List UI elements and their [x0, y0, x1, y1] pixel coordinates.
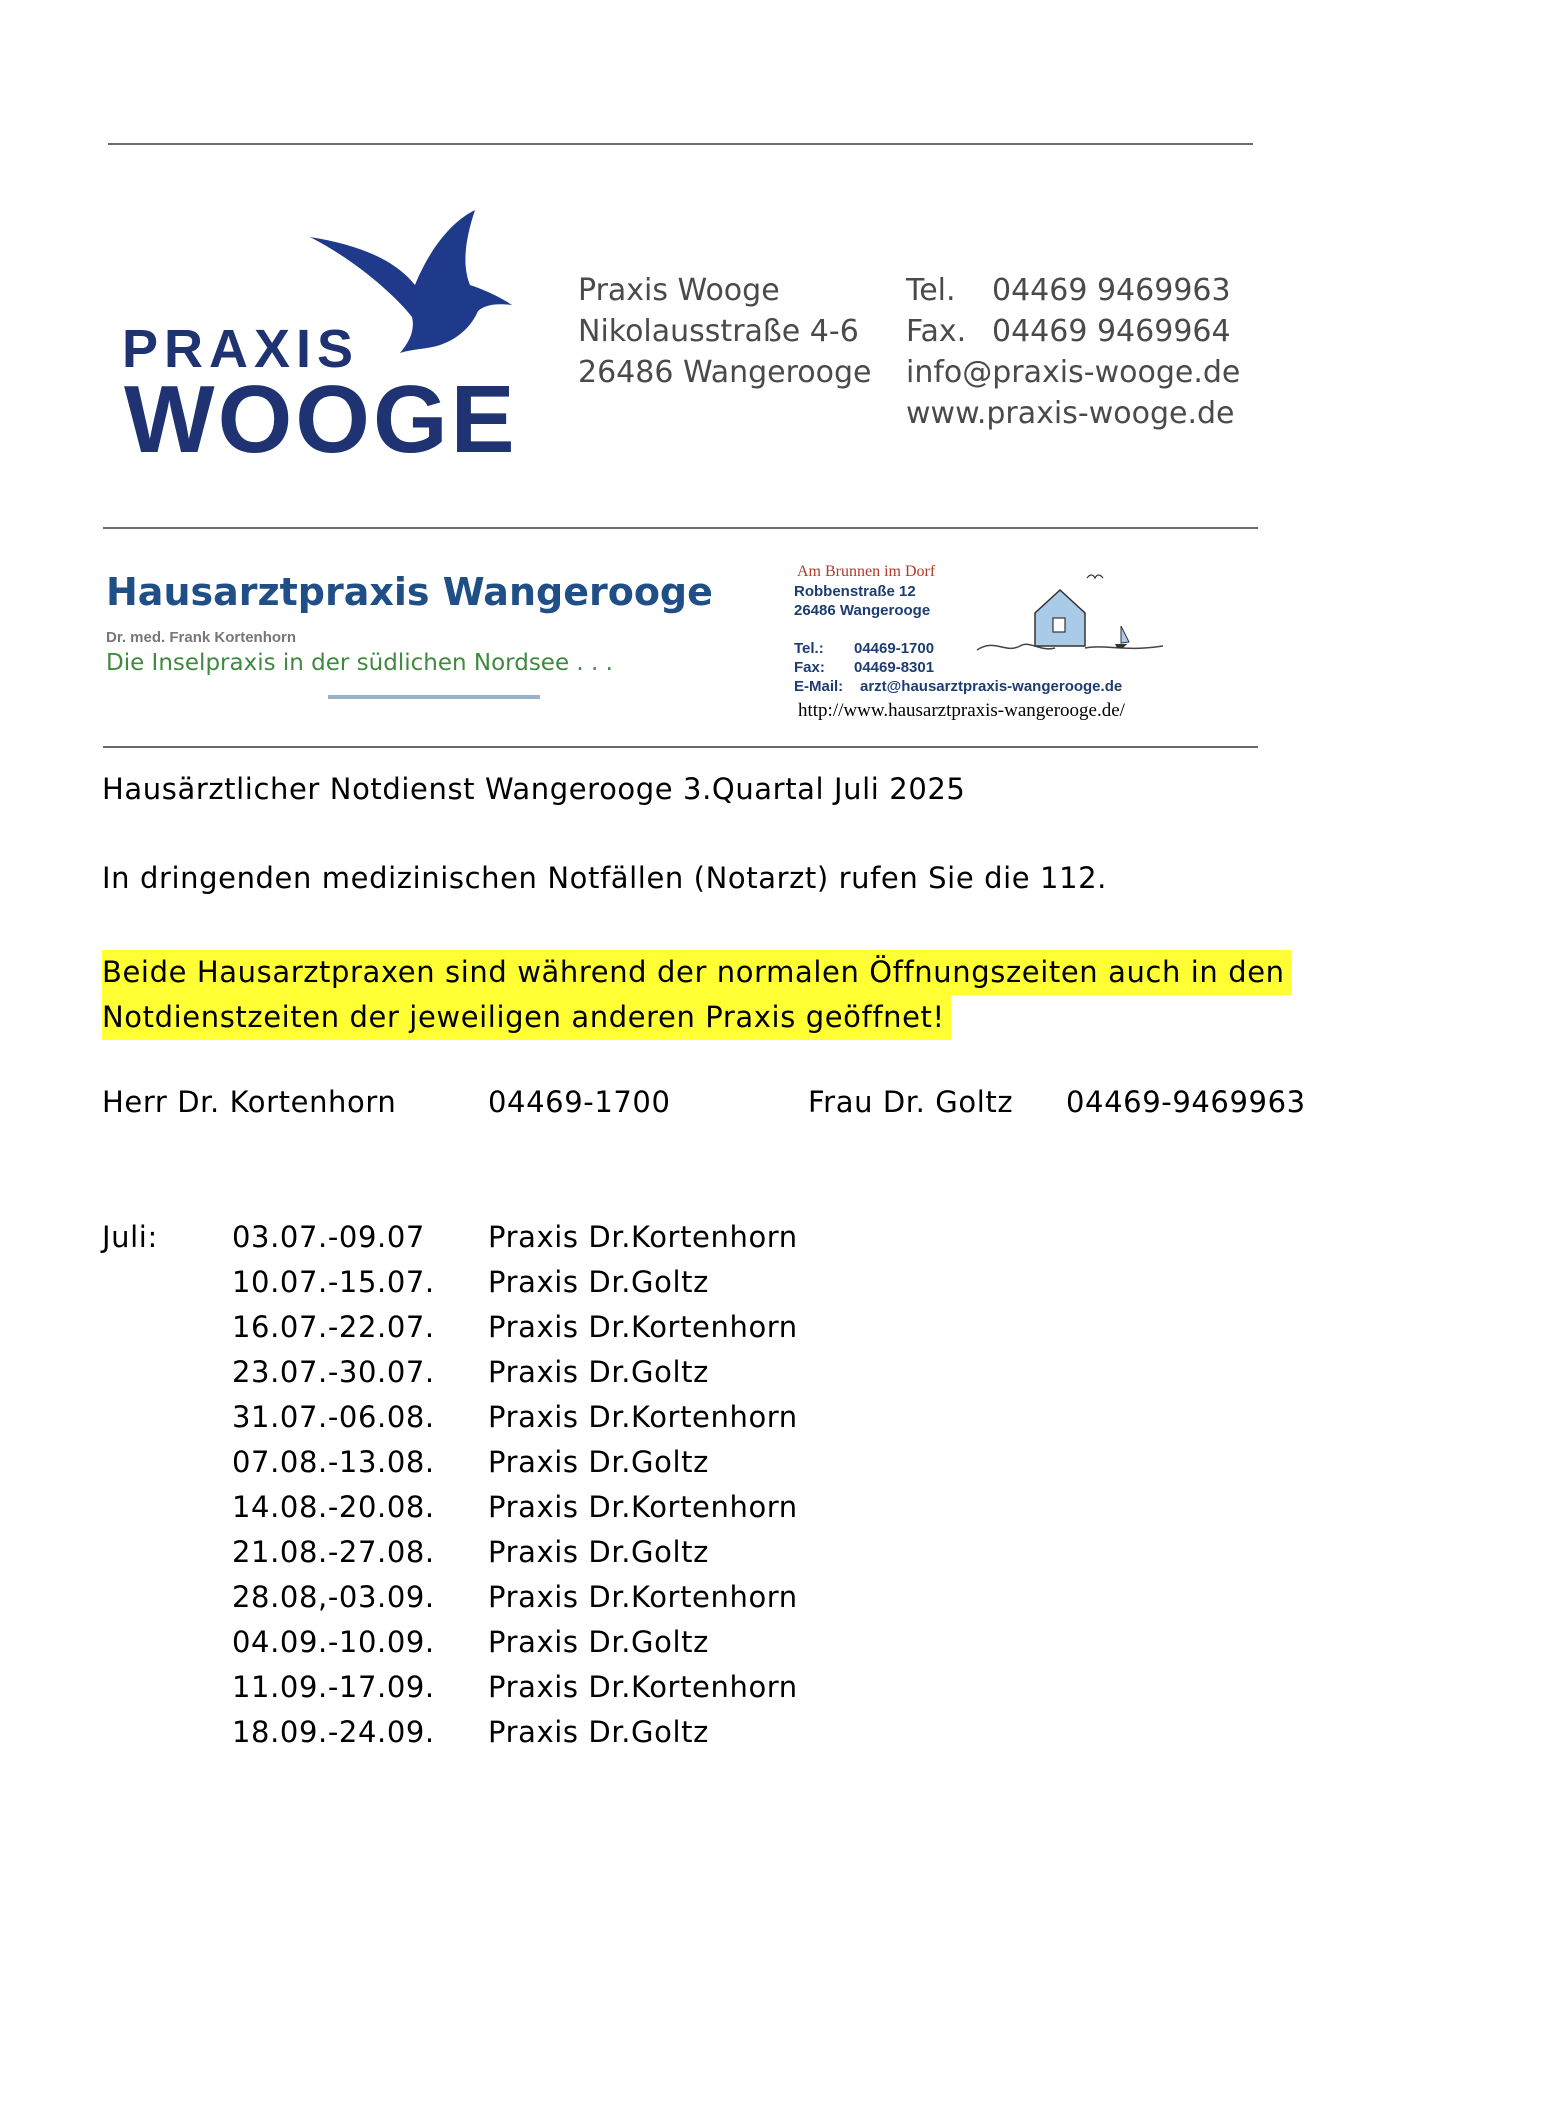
highlighted-line: Beide Hausarztpraxen sind während der normalen Öffnungszeiten auch in den — [102, 950, 1291, 995]
schedule-practice: Praxis Dr.Kortenhorn — [488, 1310, 798, 1344]
schedule-dates: 10.07.-15.07. — [232, 1265, 435, 1299]
schedule-practice: Praxis Dr.Kortenhorn — [488, 1400, 798, 1434]
hausarzt-address — [794, 582, 930, 620]
schedule-dates: 28.08,-03.09. — [232, 1580, 435, 1614]
month-label: Juli: — [102, 1220, 158, 1254]
wooge-fax-label: Fax. — [906, 314, 967, 349]
doctor2-phone: 04469-9469963 — [1066, 1085, 1306, 1119]
hausarzt-fax: 04469-8301 — [854, 659, 935, 676]
schedule-practice: Praxis Dr.Goltz — [488, 1265, 709, 1299]
schedule-practice: Praxis Dr.Kortenhorn — [488, 1490, 798, 1524]
schedule-list — [232, 1220, 932, 1780]
schedule-dates: 16.07.-22.07. — [232, 1310, 435, 1344]
wooge-contact — [906, 270, 1240, 434]
content-divider — [103, 746, 1258, 748]
top-divider — [108, 143, 1253, 145]
wooge-logo-praxis: PRAXIS — [122, 319, 360, 379]
hausarzt-fax-label: Fax: — [794, 659, 825, 676]
hausarzt-email-label: E-Mail: — [794, 678, 844, 695]
wooge-tel-label: Tel. — [906, 273, 956, 308]
wooge-address-line: Nikolausstraße 4-6 — [578, 314, 859, 349]
schedule-practice: Praxis Dr.Goltz — [488, 1625, 709, 1659]
schedule-practice: Praxis Dr.Kortenhorn — [488, 1220, 798, 1254]
schedule-dates: 04.09.-10.09. — [232, 1625, 435, 1659]
house-sketch-icon — [975, 568, 1165, 658]
schedule-practice: Praxis Dr.Goltz — [488, 1715, 709, 1749]
schedule-practice: Praxis Dr.Kortenhorn — [488, 1670, 798, 1704]
hausarzt-street: Robbenstraße 12 — [794, 583, 916, 600]
hausarzt-doctor: Dr. med. Frank Kortenhorn — [106, 629, 297, 646]
wooge-logo-wooge: WOOGE — [124, 366, 518, 473]
hausarzt-title: Hausarztpraxis Wangerooge — [106, 570, 713, 614]
hausarzt-city: 26486 Wangerooge — [794, 602, 931, 619]
wooge-tel: 04469 9469963 — [992, 273, 1231, 308]
schedule-practice: Praxis Dr.Goltz — [488, 1355, 709, 1389]
schedule-dates: 11.09.-17.09. — [232, 1670, 435, 1704]
schedule-dates: 03.07.-09.07 — [232, 1220, 425, 1254]
schedule-dates: 21.08.-27.08. — [232, 1535, 435, 1569]
notice-heading: Hausärztlicher Notdienst Wangerooge 3.Quartal Juli 2025 — [102, 772, 966, 806]
schedule-practice: Praxis Dr.Kortenhorn — [488, 1580, 798, 1614]
hausarzt-email: arzt@hausarztpraxis-wangerooge.de — [860, 678, 1123, 695]
banner-divider — [103, 527, 1258, 529]
hausarzt-tagline: Die Inselpraxis in der südlichen Nordsee . . . — [106, 650, 613, 676]
wooge-address-line: Praxis Wooge — [578, 273, 780, 308]
doctor2-name: Frau Dr. Goltz — [808, 1085, 1014, 1119]
wooge-web: www.praxis-wooge.de — [906, 396, 1235, 431]
emergency-notice: In dringenden medizinischen Notfällen (Notarzt) rufen Sie die 112. — [102, 861, 1107, 895]
hausarzt-tel: 04469-1700 — [854, 640, 935, 657]
schedule-practice: Praxis Dr.Goltz — [488, 1535, 709, 1569]
wooge-address — [578, 270, 872, 393]
schedule-dates: 31.07.-06.08. — [232, 1400, 435, 1434]
schedule-dates: 14.08.-20.08. — [232, 1490, 435, 1524]
wooge-email: info@praxis-wooge.de — [906, 355, 1241, 390]
wooge-fax: 04469 9469964 — [992, 314, 1231, 349]
schedule-dates: 07.08.-13.08. — [232, 1445, 435, 1479]
schedule-practice: Praxis Dr.Goltz — [488, 1445, 709, 1479]
doctor1-phone: 04469-1700 — [488, 1085, 671, 1119]
hausarzt-url[interactable]: http://www.hausarztpraxis-wangerooge.de/ — [798, 700, 1125, 721]
hausarzt-tel-label: Tel.: — [794, 640, 824, 657]
wooge-address-line: 26486 Wangerooge — [578, 355, 872, 390]
schedule-dates: 23.07.-30.07. — [232, 1355, 435, 1389]
schedule-dates: 18.09.-24.09. — [232, 1715, 435, 1749]
hausarzt-brunnen: Am Brunnen im Dorf — [797, 563, 936, 580]
highlighted-line: Notdienstzeiten der jeweiligen anderen Praxis geöffnet! — [102, 995, 951, 1040]
highlighted-notice — [102, 950, 1291, 1040]
hausarzt-underline — [328, 695, 540, 699]
doctor1-name: Herr Dr. Kortenhorn — [102, 1085, 397, 1119]
